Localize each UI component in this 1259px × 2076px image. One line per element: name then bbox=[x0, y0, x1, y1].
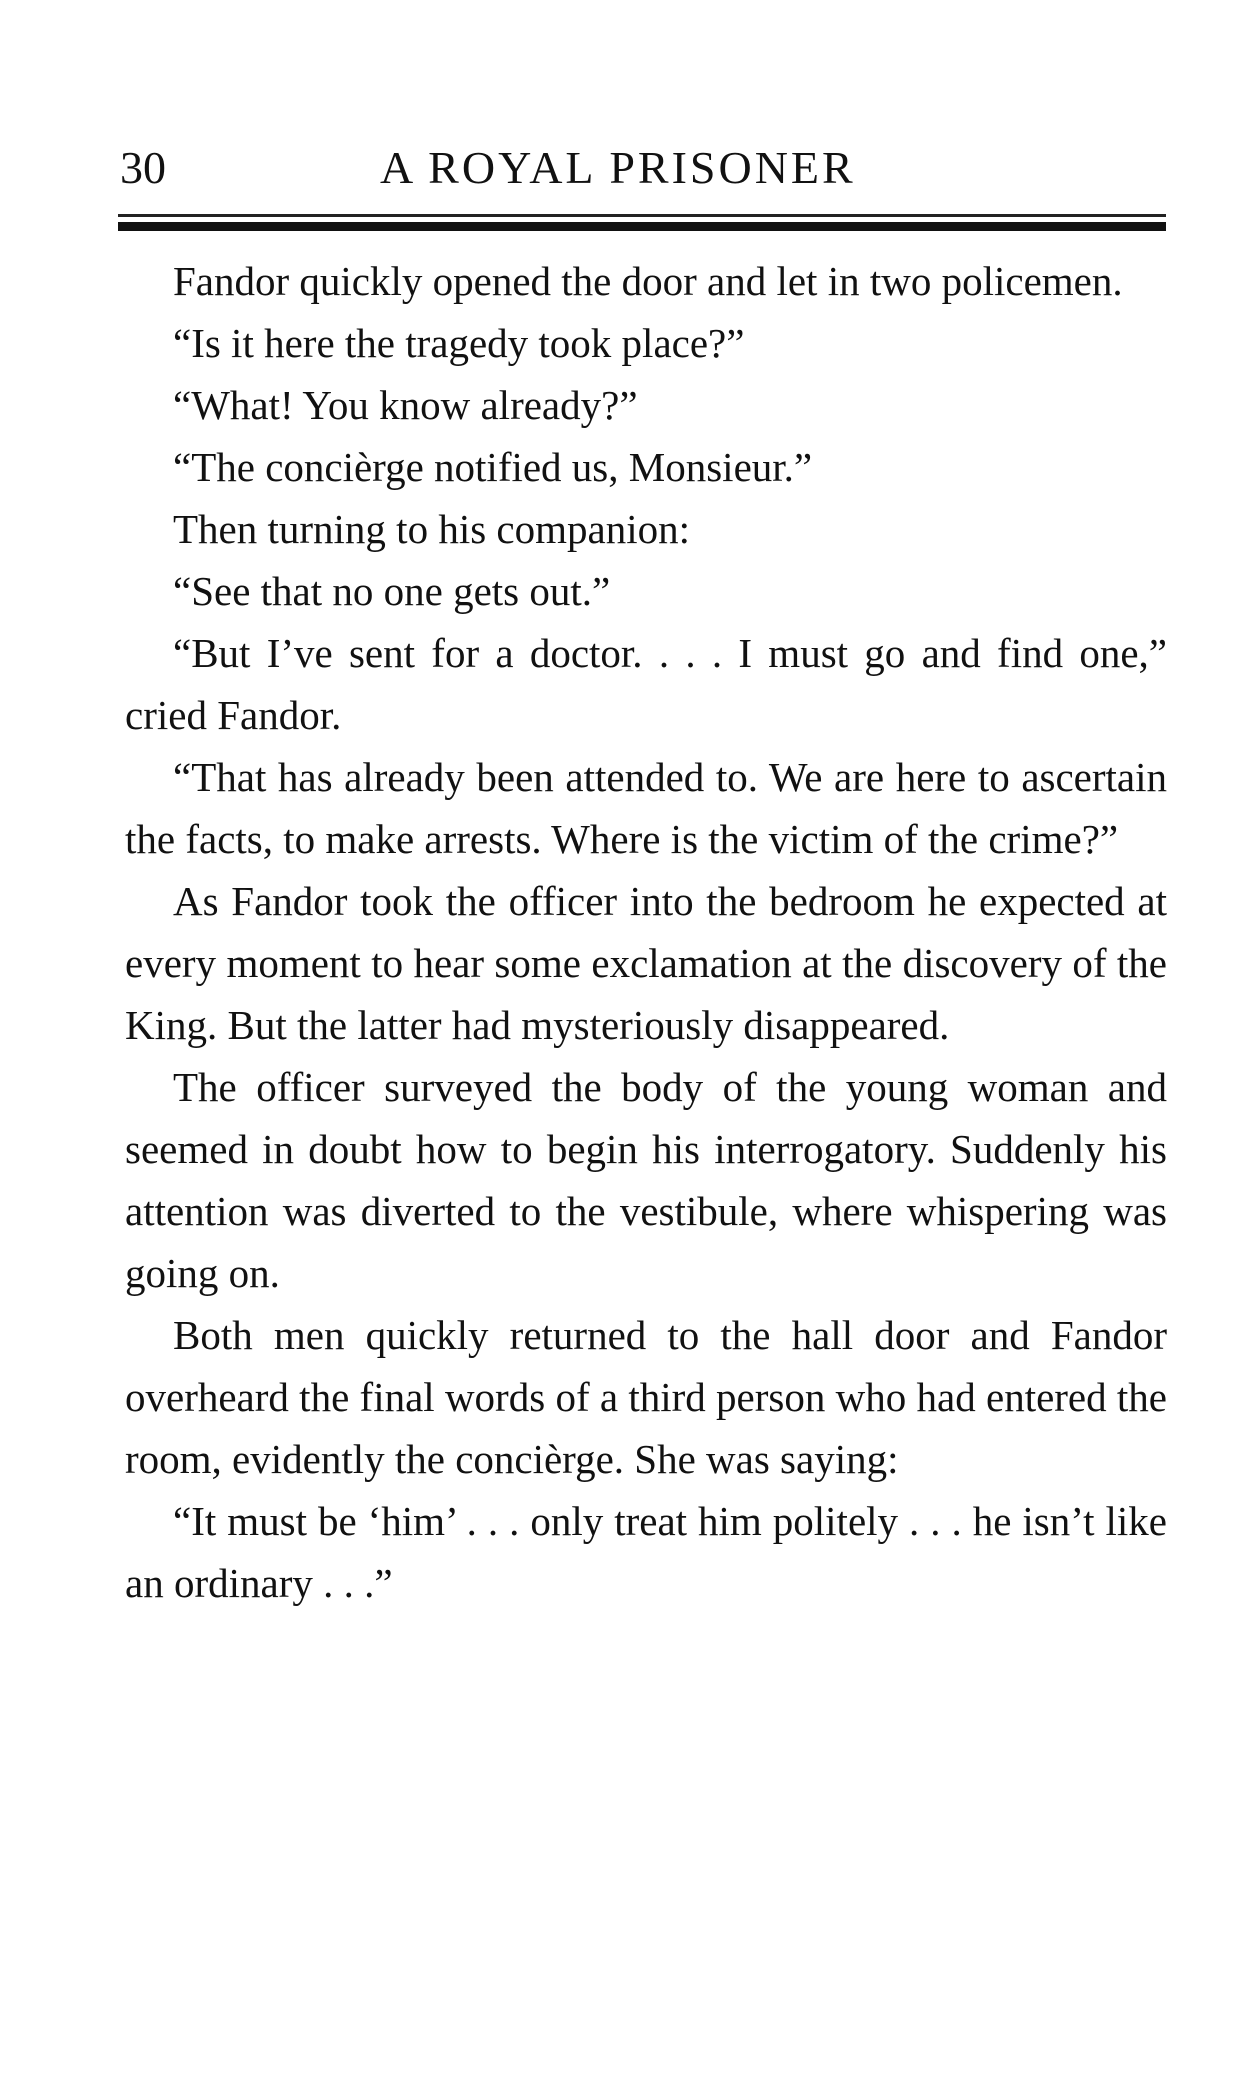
page-number: 30 bbox=[120, 142, 166, 193]
body-text bbox=[125, 250, 1167, 1614]
header-rule-thin bbox=[118, 214, 1166, 217]
paragraph: “That has already been attended to. We are here to ascertain the facts, to make arrests. Where is the victim of the crime?” bbox=[125, 754, 1167, 862]
paragraph: Fandor quickly opened the door and let in two policemen. bbox=[173, 258, 1123, 304]
paragraph: “Is it here the tragedy took place?” bbox=[173, 320, 745, 366]
paragraph: As Fandor took the officer into the bedroom he expected at every moment to hear some exclamation at the discovery of the King. But the latter had mysteriously disappeared. bbox=[125, 878, 1167, 1048]
paragraph: “What! You know already?” bbox=[173, 382, 638, 428]
paragraph: “See that no one gets out.” bbox=[173, 568, 611, 614]
running-head: A ROYAL PRISONER bbox=[380, 142, 856, 193]
paragraph: “But I’ve sent for a doctor. . . . I must go and find one,” cried Fandor. bbox=[125, 630, 1167, 738]
header-rule-thick bbox=[118, 222, 1166, 231]
paragraph: The officer surveyed the body of the young woman and seemed in doubt how to begin his interrogatory. Suddenly his attention was diverted to the vestibule, where whispering was going on. bbox=[125, 1064, 1167, 1296]
paragraph: “The concièrge notified us, Monsieur.” bbox=[173, 444, 813, 490]
page-header bbox=[120, 138, 1165, 198]
paragraph: “It must be ‘him’ . . . only treat him politely . . . he isn’t like an ordinary . . .” bbox=[125, 1498, 1167, 1606]
paragraph: Then turning to his companion: bbox=[173, 506, 690, 552]
paragraph: Both men quickly returned to the hall door and Fandor overheard the final words of a third person who had entered the room, evidently the concièrge. She was saying: bbox=[125, 1312, 1167, 1482]
